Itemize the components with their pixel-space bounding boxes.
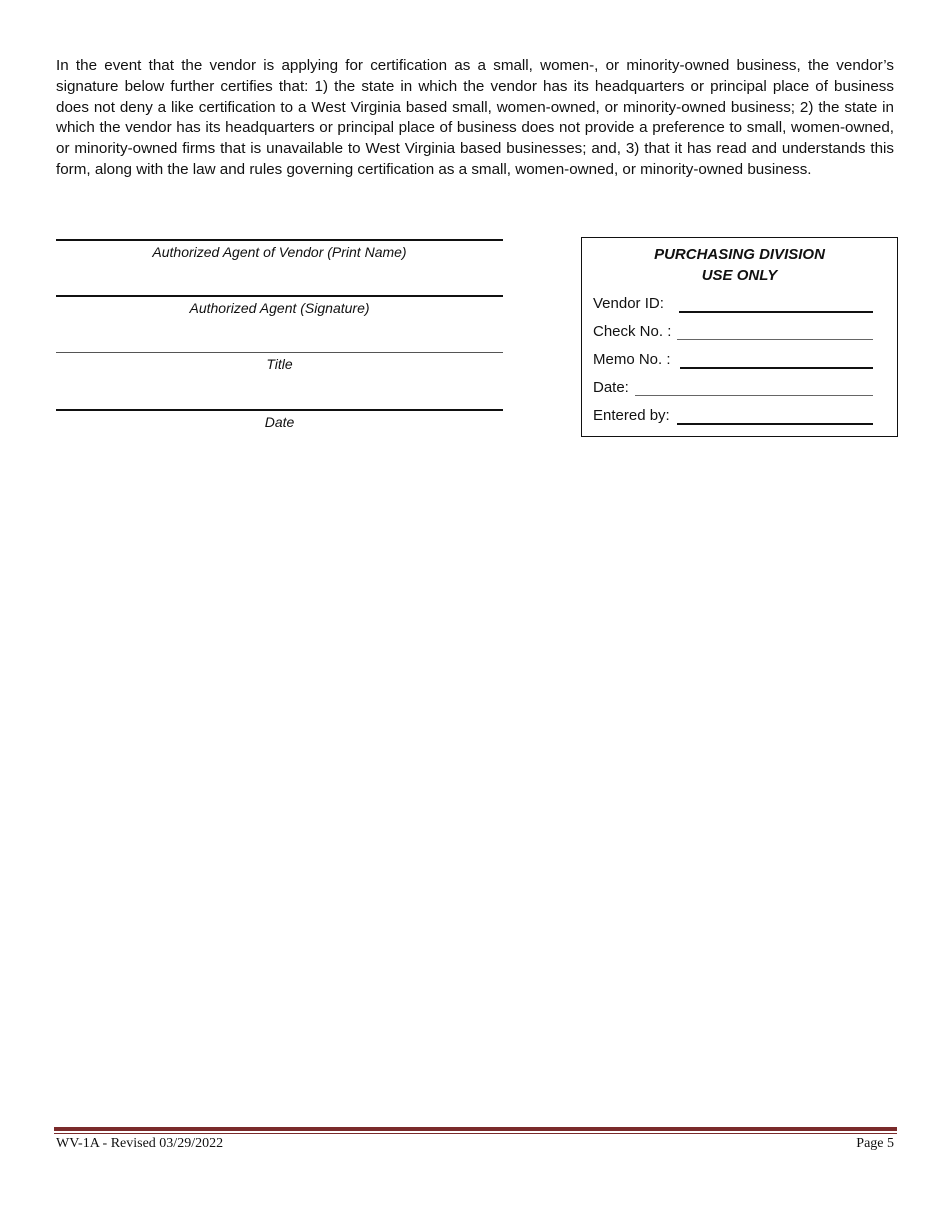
entered-by-line[interactable] xyxy=(677,423,873,425)
memo-no-line[interactable] xyxy=(680,367,873,369)
purchasing-division-title xyxy=(582,244,897,286)
print-name-field[interactable] xyxy=(56,239,503,260)
purchasing-title-line1: PURCHASING DIVISION xyxy=(654,246,825,263)
form-revision: WV-1A - Revised 03/29/2022 xyxy=(56,1136,224,1151)
date-line[interactable] xyxy=(56,409,503,411)
pd-date-line[interactable] xyxy=(635,395,873,396)
date-field[interactable] xyxy=(56,409,503,430)
vendor-id-label: Vendor ID: xyxy=(593,295,664,312)
footer-rule-thin xyxy=(54,1133,897,1134)
signature-label: Authorized Agent (Signature) xyxy=(189,300,370,316)
entered-by-label: Entered by: xyxy=(593,407,670,424)
print-name-label: Authorized Agent of Vendor (Print Name) xyxy=(152,244,407,260)
date-label: Date xyxy=(264,414,295,430)
memo-no-label: Memo No. : xyxy=(593,351,671,368)
signature-line[interactable] xyxy=(56,295,503,297)
signature-field[interactable] xyxy=(56,295,503,316)
pd-date-label: Date: xyxy=(593,379,629,396)
title-line[interactable] xyxy=(56,352,503,353)
check-no-label: Check No. : xyxy=(593,323,672,340)
print-name-line[interactable] xyxy=(56,239,503,241)
title-label: Title xyxy=(266,356,293,372)
vendor-id-line[interactable] xyxy=(679,311,873,313)
title-field[interactable] xyxy=(56,352,503,372)
purchasing-division-box xyxy=(581,237,898,437)
certification-paragraph: In the event that the vendor is applying for certification as a small, women-, or minority-owned business, the vendor’s signature below further certifies that: 1) the state in which the vendor has its headquarters or principal place of business does not deny a like certification to a West Virginia based small, women-owned, or minority-owned business; 2) the state in which the vendor has its headquarters or principal place of business does not provide a preference to small, women-owned, or minority-owned firms that is unavailable to West Virginia based businesses; and, 3) that it has read and understands this form, along with the law and rules governing certification as a small, women-owned, or minority-owned business. xyxy=(56,57,894,178)
purchasing-title-line2: USE ONLY xyxy=(701,267,778,284)
check-no-line[interactable] xyxy=(677,339,873,340)
footer-rule xyxy=(54,1127,897,1131)
page-number: Page 5 xyxy=(856,1136,894,1151)
